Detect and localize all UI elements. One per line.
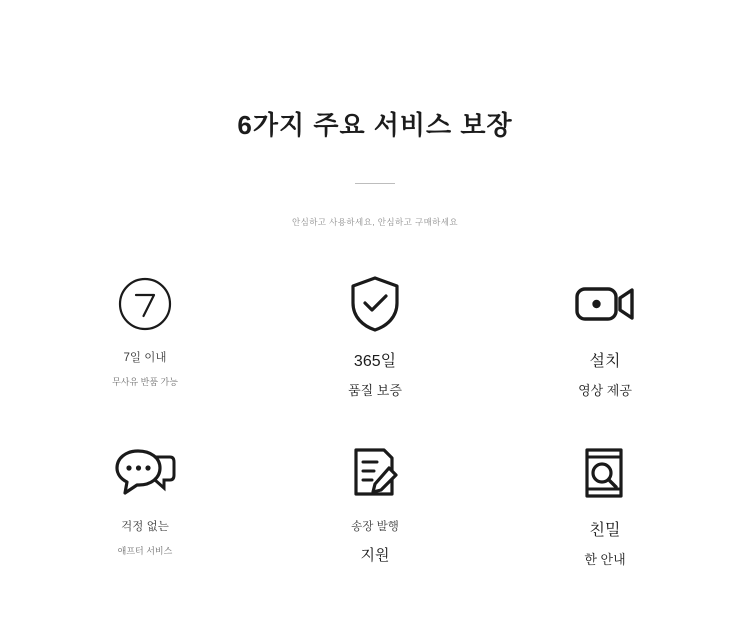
page-subtitle: 안심하고 사용하세요, 안심하고 구매하세요 [291,217,459,228]
shield-check-icon [349,272,401,336]
seven-in-circle-icon [117,272,173,336]
feature-label-secondary: 지원 [360,546,390,564]
chat-bubbles-icon [114,441,176,505]
feature-item [260,441,490,570]
feature-item [490,272,720,401]
document-search-icon [581,441,629,505]
feature-item [490,441,720,570]
feature-label-primary: 친밀 [589,521,621,539]
feature-item [30,272,260,401]
feature-item [260,272,490,401]
feature-label-primary: 송장 발행 [351,520,399,533]
feature-label-secondary: 영상 제공 [578,383,632,399]
feature-label-primary: 365일 [353,353,397,371]
feature-label-primary: 걱정 없는 [121,520,169,533]
feature-label-secondary: 무사유 반품 가능 [112,377,178,388]
feature-grid [30,272,720,569]
feature-label-secondary: 애프터 서비스 [117,545,173,556]
feature-label-primary: 7일 이내 [123,352,167,365]
feature-item [30,441,260,570]
video-camera-icon [574,272,636,336]
feature-label-secondary: 한 안내 [584,551,626,567]
title-divider [355,183,395,184]
feature-label-primary: 설치 [589,353,621,371]
invoice-pencil-icon [350,441,400,505]
feature-label-secondary: 품질 보증 [348,383,402,399]
page-title: 6가지 주요 서비스 보장 [237,110,513,140]
